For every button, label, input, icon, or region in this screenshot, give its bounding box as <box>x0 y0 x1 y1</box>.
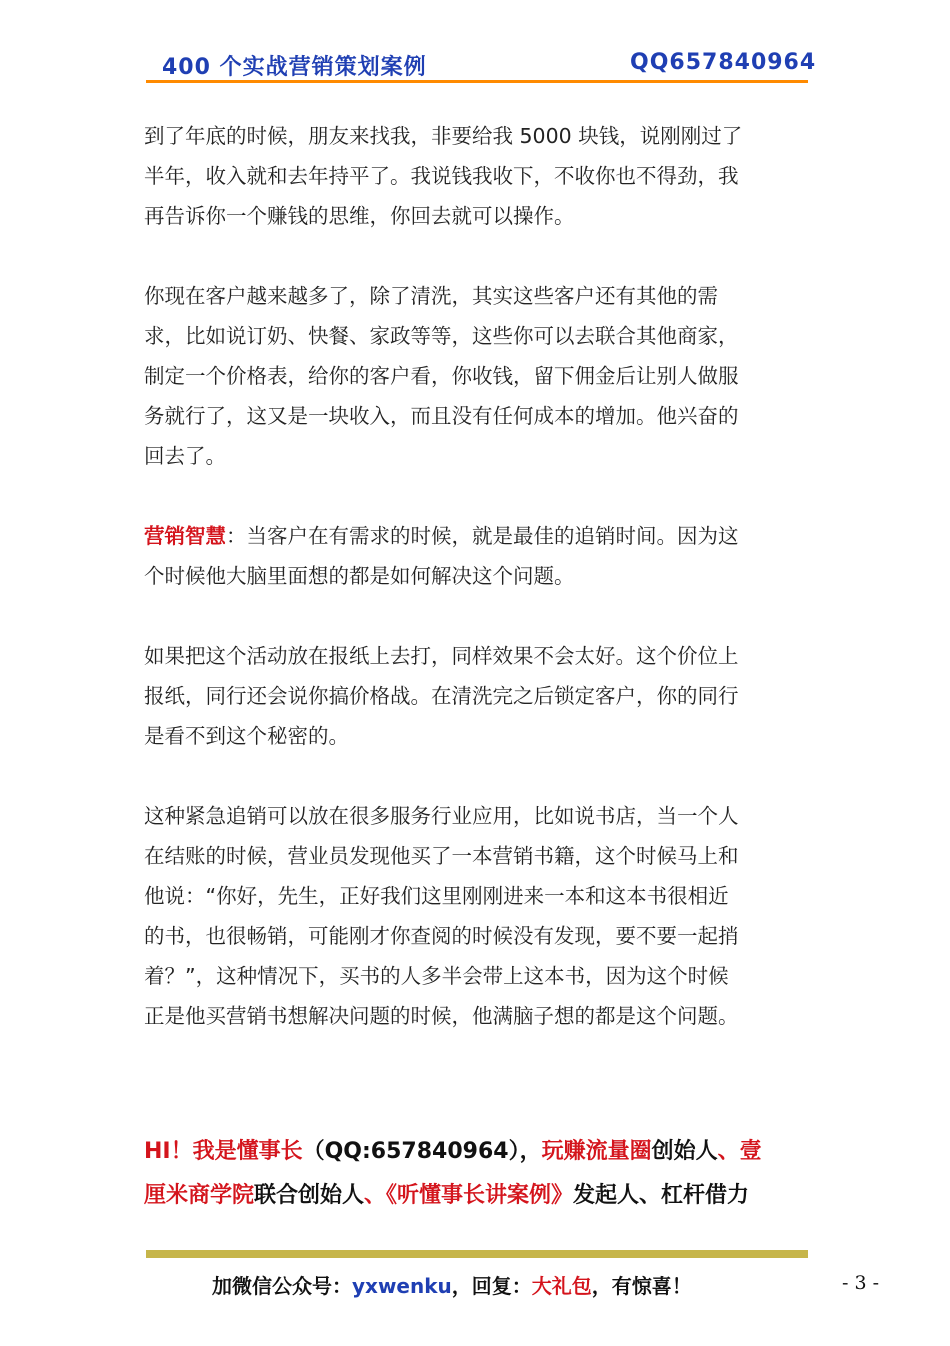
footer-suffix: ，有惊喜！ <box>591 1274 692 1298</box>
intro-founder: 创始人 <box>651 1139 718 1164</box>
text-line: 求，比如说订奶、快餐、家政等等，这些你可以去联合其他商家， <box>144 324 739 348</box>
intro-initiator: 发起人、杠杆借力 <box>573 1183 750 1208</box>
text-line: 正是他买营销书想解决问题的时候，他满脑子想的都是这个问题。 <box>144 1004 739 1028</box>
text-line: 在结账的时候，营业员发现他买了一本营销书籍，这个时候马上和 <box>144 844 739 868</box>
text-line: 是看不到这个秘密的。 <box>144 724 349 748</box>
page-number: - 3 - <box>842 1272 880 1294</box>
page-header-title: 400 个实战营销策划案例 <box>162 55 427 80</box>
text-line: 回去了。 <box>144 444 226 468</box>
footer-mid: ，回复： <box>451 1274 532 1298</box>
text-line: 的书，也很畅销，可能刚才你查阅的时候没有发现，要不要一起捎 <box>144 924 739 948</box>
footer-divider <box>146 1250 808 1258</box>
intro-sep-2: 、《听懂事长讲案例》 <box>364 1183 574 1208</box>
footer-prefix: 加微信公众号： <box>212 1274 352 1298</box>
page-header-qq: QQ657840964 <box>630 50 817 75</box>
footer-text <box>212 1270 692 1299</box>
paragraph-5 <box>144 796 804 1036</box>
text-line: 再告诉你一个赚钱的思维，你回去就可以操作。 <box>144 204 575 228</box>
intro-qq: （QQ:657840964）， <box>302 1139 542 1164</box>
text-line: 如果把这个活动放在报纸上去打，同样效果不会太好。这个价位上 <box>144 644 739 668</box>
author-intro <box>144 1130 884 1218</box>
author-intro-line-1 <box>144 1130 884 1174</box>
paragraph-1 <box>144 116 804 236</box>
text-line: 他说：“你好，先生，正好我们这里刚刚进来一本和这本书很相近 <box>144 884 729 908</box>
intro-circle: 玩赚流量圈 <box>541 1139 652 1164</box>
intro-sep-1: 、壹 <box>717 1139 762 1164</box>
paragraph-4 <box>144 636 804 756</box>
text-line <box>144 516 804 556</box>
marketing-wisdom-label: 营销智慧 <box>144 524 226 548</box>
text-line: 到了年底的时候，朋友来找我，非要给我 5000 块钱，说刚刚过了 <box>144 124 743 148</box>
text-line: 着？”，这种情况下，买书的人多半会带上这本书，因为这个时候 <box>144 964 729 988</box>
footer-gift: 大礼包 <box>531 1274 592 1298</box>
text-line: 务就行了，这又是一块收入，而且没有任何成本的增加。他兴奋的 <box>144 404 739 428</box>
text-line: 半年，收入就和去年持平了。我说钱我收下，不收你也不得劲，我 <box>144 164 739 188</box>
paragraph-marketing-wisdom <box>144 516 804 596</box>
author-intro-line-2 <box>144 1174 884 1218</box>
intro-hi: HI！我是懂事长 <box>144 1139 303 1164</box>
header-divider <box>146 80 808 83</box>
intro-cofounder: 联合创始人 <box>254 1183 365 1208</box>
footer-account: yxwenku <box>352 1274 452 1298</box>
paragraph-2 <box>144 276 804 476</box>
text-line: 这种紧急追销可以放在很多服务行业应用，比如说书店，当一个人 <box>144 804 739 828</box>
marketing-wisdom-text: ：当客户在有需求的时候，就是最佳的追销时间。因为这 <box>226 524 739 548</box>
text-line: 报纸，同行还会说你搞价格战。在清洗完之后锁定客户，你的同行 <box>144 684 739 708</box>
intro-academy: 厘米商学院 <box>144 1183 255 1208</box>
text-line: 制定一个价格表，给你的客户看，你收钱，留下佣金后让别人做服 <box>144 364 739 388</box>
text-line: 个时候他大脑里面想的都是如何解决这个问题。 <box>144 564 575 588</box>
text-line: 你现在客户越来越多了，除了清洗，其实这些客户还有其他的需 <box>144 284 718 308</box>
